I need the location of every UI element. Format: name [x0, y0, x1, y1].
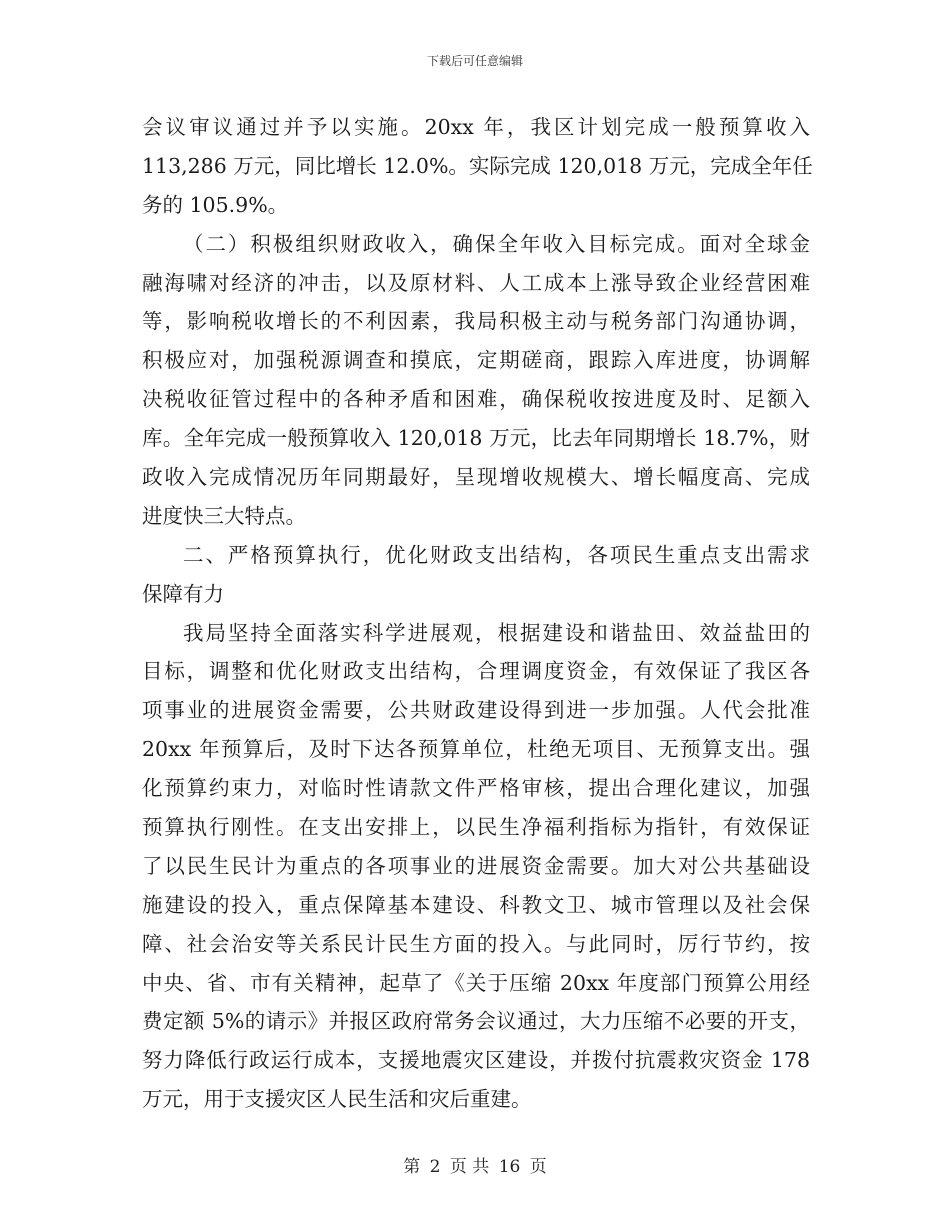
- section-heading: [142, 536, 810, 614]
- text-line: 中央、省、市有关精神，起草了《关于压缩 20xx 年度部门预算公用经: [142, 970, 810, 995]
- text-line: 113,286 万元，同比增长 12.0%。实际完成 120,018 万元，完成全年任: [142, 153, 813, 178]
- text-line: 了以民生民计为重点的各项事业的进展资金需要。加大对公共基础设: [142, 853, 810, 878]
- text-line: （二）积极组织财政收入，确保全年收入目标完成。面对全球金: [183, 231, 810, 256]
- text-line: 等，影响税收增长的不利因素，我局积极主动与税务部门沟通协调，: [142, 309, 810, 334]
- text-line: 积极应对，加强税源调查和摸底，定期磋商，跟踪入库进度，协调解: [142, 348, 810, 373]
- text-line: 万元，用于支援灾区人民生活和灾后重建。: [142, 1087, 532, 1112]
- paragraph-expenditure: [142, 614, 810, 1120]
- text-line: 会议审议通过并予以实施。20xx 年，我区计划完成一般预算收入: [142, 115, 810, 139]
- text-line: 障、社会治安等关系民计民生方面的投入。与此同时，厉行节约，按: [142, 931, 810, 956]
- text-line: 预算执行刚性。在支出安排上，以民生净福利指标为指针，有效保证: [142, 815, 810, 840]
- paragraph-revenue: [142, 225, 810, 536]
- text-line: 项事业的进展资金需要，公共财政建设得到进一步加强。人代会批准: [142, 698, 810, 723]
- text-line: 保障有力: [142, 581, 224, 606]
- footer-suffix: 页: [529, 1157, 547, 1177]
- text-line: 我局坚持全面落实科学进展观，根据建设和谐盐田、效益盐田的: [183, 620, 810, 645]
- footer-middle: 页 共: [449, 1157, 490, 1177]
- download-note: 下载后可任意编辑: [426, 54, 523, 68]
- text-line: 务的 105.9%。: [142, 192, 289, 217]
- total-page-count: 16: [498, 1157, 521, 1177]
- text-line: 目标，调整和优化财政支出结构，合理调度资金，有效保证了我区各: [142, 659, 810, 684]
- text-line: 化预算约束力，对临时性请款文件严格审核，提出合理化建议，加强: [142, 776, 810, 801]
- text-line: 努力降低行政运行成本，支援地震灾区建设，并拨付抗震救灾资金 178: [142, 1048, 810, 1073]
- document-body: [142, 108, 813, 1119]
- paragraph-continuation: [142, 108, 813, 225]
- current-page-number: 2: [429, 1157, 441, 1177]
- text-line: 进度快三大特点。: [142, 503, 306, 528]
- footer-prefix: 第: [403, 1157, 421, 1177]
- text-line: 二、严格预算执行，优化财政支出结构，各项民生重点支出需求: [183, 542, 810, 567]
- text-line: 决税收征管过程中的各种矛盾和困难，确保税收按进度及时、足额入: [142, 387, 810, 412]
- text-line: 费定额 5%的请示》并报区政府常务会议通过，大力压缩不必要的开支，: [142, 1009, 810, 1034]
- text-line: 施建设的投入，重点保障基本建设、科教文卫、城市管理以及社会保: [142, 892, 810, 917]
- text-line: 20xx 年预算后，及时下达各预算单位，杜绝无项目、无预算支出。强: [142, 737, 810, 762]
- text-line: 政收入完成情况历年同期最好，呈现增收规模大、增长幅度高、完成: [142, 465, 810, 490]
- text-line: 库。全年完成一般预算收入 120,018 万元，比去年同期增长 18.7%，财: [142, 426, 810, 451]
- page-number-footer: [0, 1152, 950, 1177]
- text-line: 融海啸对经济的冲击，以及原材料、人工成本上涨导致企业经营困难: [142, 270, 810, 295]
